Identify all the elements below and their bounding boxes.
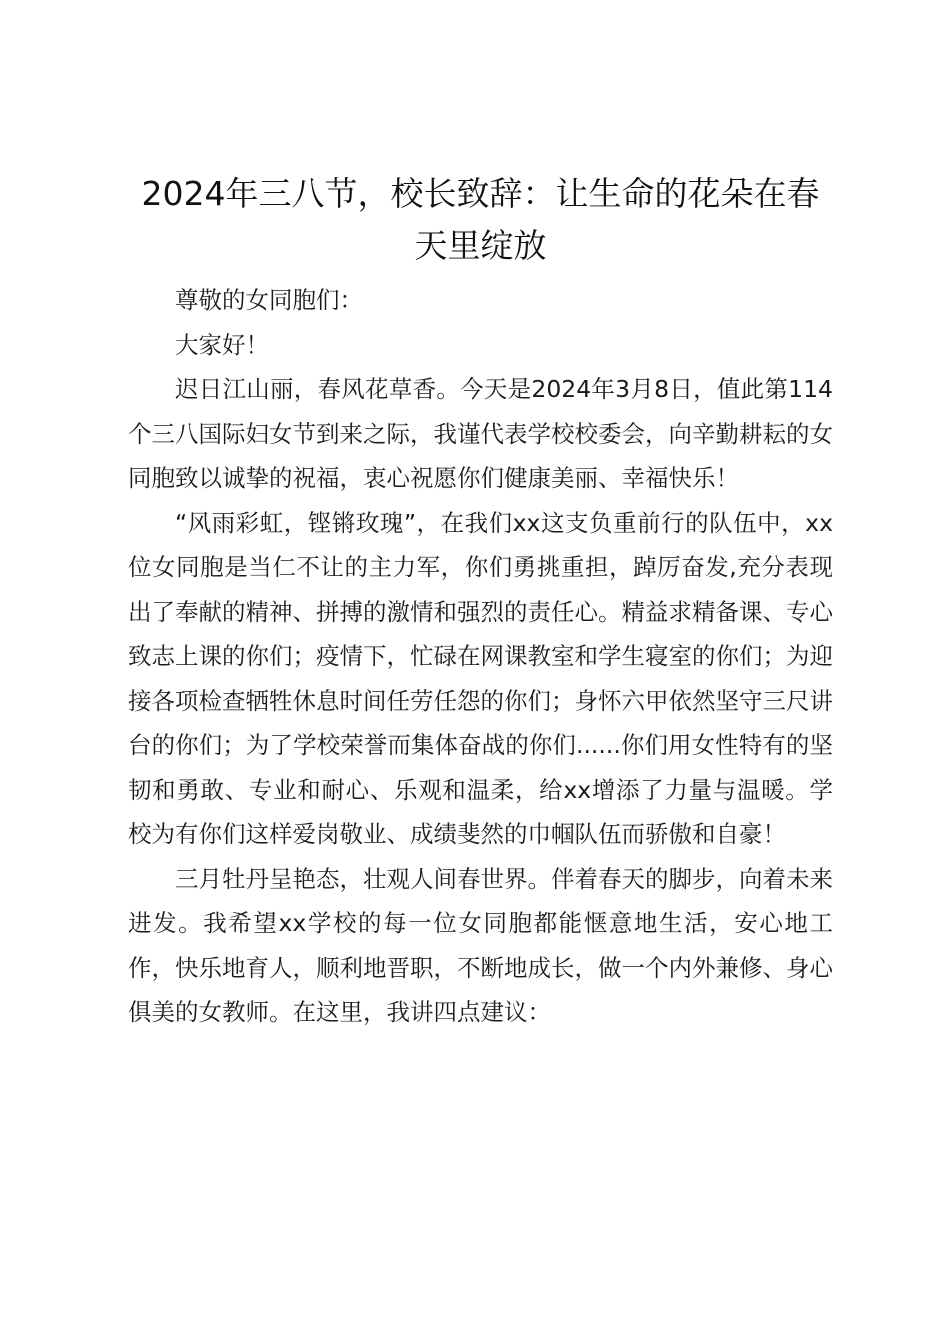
paragraph-opening: 迟日江山丽，春风花草香。今天是2024年3月8日，值此第114个三八国际妇女节到来之际，我谨代表学校校委会，向辛勤耕耘的女同胞致以诚挚的祝福，衷心祝愿你们健康美丽、幸福快乐！ [128, 375, 833, 492]
document-body [128, 168, 833, 1035]
greeting: 大家好！ [175, 330, 269, 359]
paragraph-tribute: “风雨彩虹，铿锵玫瑰”，在我们xx这支负重前行的队伍中，xx位女同胞是当仁不让的主力军，你们勇挑重担，踔厉奋发,充分表现出了奉献的精神、拼搏的激情和强烈的责任心。精益求精备课、专心致志上课的你们；疫情下，忙碌在网课教室和学生寝室的你们；为迎接各项检查牺牲休息时间任劳任怨的你们；身怀六甲依然坚守三尺讲台的你们；为了学校荣誉而集体奋战的你们......你们用女性特有的坚韧和勇敢、专业和耐心、乐观和温柔，给xx增添了力量与温暖。学校为有你们这样爱岗敬业、成绩斐然的巾帼队伍而骄傲和自豪！ [128, 508, 833, 848]
salutation: 尊敬的女同胞们： [175, 286, 363, 314]
document-title: 2024年三八节，校长致辞：让生命的花朵在春天里绽放 [141, 174, 820, 265]
paragraph-hopes: 三月牡丹呈艳态，壮观人间春世界。伴着春天的脚步，向着未来进发。我希望xx学校的每一位女同胞都能惬意地生活，安心地工作，快乐地育人，顺利地晋职，不断地成长，做一个内外兼修、身心俱美的女教师。在这里，我讲四点建议： [128, 864, 833, 1026]
